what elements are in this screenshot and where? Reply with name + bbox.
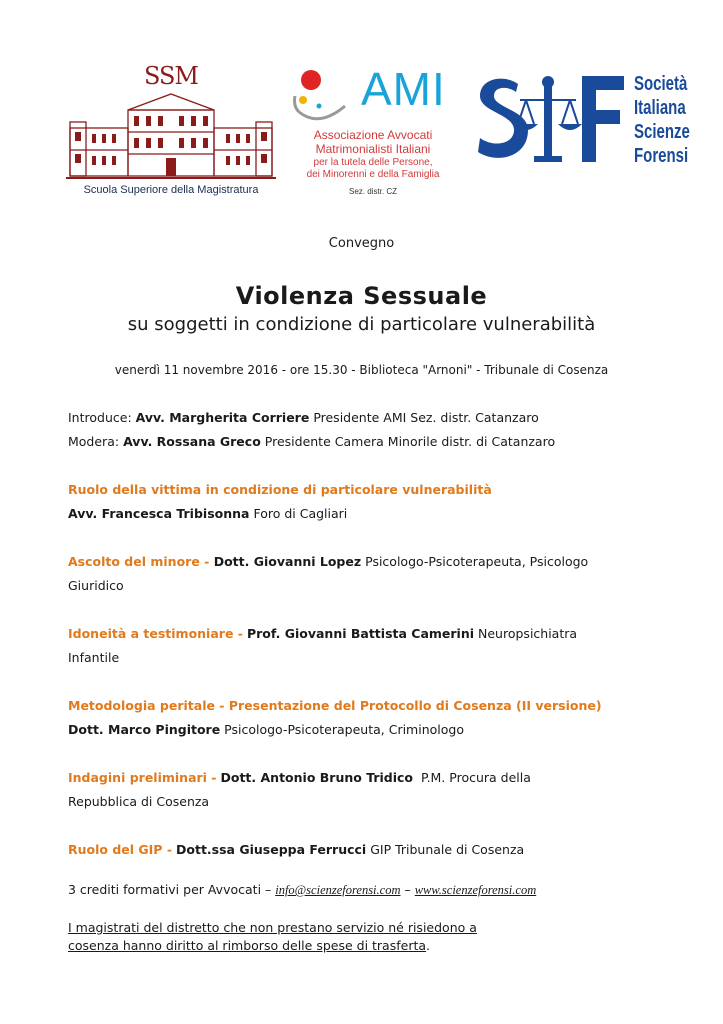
moderator-role: Presidente Camera Minorile distr. di Catanzaro — [264, 434, 556, 449]
ssm-logo-letters: SSM — [143, 62, 199, 90]
introducer-label: Introduce: — [68, 410, 132, 425]
talk-speaker: Dott. Giovanni Lopez — [213, 554, 362, 569]
ssm-logo-caption: Scuola Superiore della Magistratura — [83, 184, 259, 196]
talk-speaker-role-cont: Giuridico — [68, 578, 124, 593]
talk-separator: - — [199, 554, 214, 569]
talk-speaker-role: Neuropsichiatra — [478, 626, 578, 641]
talk-line — [68, 554, 588, 569]
ami-logo-line-2: Matrimonialisti Italiani — [315, 142, 431, 156]
talk-speaker-role: Psicologo-Psicoterapeuta, Psicologo — [365, 554, 589, 569]
moderator-label: Modera: — [68, 434, 120, 449]
ami-logo-line-4: dei Minorenni e della Famiglia — [306, 169, 440, 180]
talk-topic: Ruolo della vittima in condizione di particolare vulnerabilità — [68, 482, 492, 497]
talk-speaker-line — [68, 722, 464, 737]
sisf-scales-icon — [474, 66, 634, 176]
logo-bar — [0, 60, 723, 210]
sisf-logo-line-4: Forensi — [634, 145, 689, 167]
sisf-logo-line-3: Scienze — [634, 121, 690, 143]
ami-logo-line-1: Associazione Avvocati — [313, 128, 433, 142]
talk-speaker-line — [68, 506, 347, 521]
ami-logo-section: Sez. distr. CZ — [348, 187, 397, 196]
talk-topic: Indagini preliminari - — [68, 770, 217, 785]
credits-dash: – — [400, 882, 415, 897]
talk-speaker: Dott.ssa Giuseppa Ferrucci — [176, 842, 367, 857]
talk-topic: Ruolo del GIP - — [68, 842, 173, 857]
ami-logo — [283, 60, 463, 210]
talk-topic: Metodologia peritale - Presentazione del Protocollo di Cosenza (II versione) — [68, 698, 602, 713]
talk-line — [68, 770, 531, 785]
moderator-name: Avv. Rossana Greco — [123, 434, 261, 449]
page-subtitle: su soggetti in condizione di particolare vulnerabilità — [127, 314, 596, 335]
ssm-building-icon — [66, 92, 276, 182]
talk-line — [68, 842, 524, 857]
website-link[interactable]: www.scienzeforensi.com — [414, 883, 537, 897]
talk-speaker: Prof. Giovanni Battista Camerini — [246, 626, 475, 641]
talk-topic: Ascolto del minore — [68, 554, 200, 569]
talk-line — [68, 626, 577, 641]
credits-text: 3 crediti formativi per Avvocati – — [68, 882, 276, 897]
event-kind: Convegno — [328, 236, 395, 251]
ami-logo-wordmark: AMI — [361, 63, 446, 115]
talk-topic: Idoneità a testimoniare - — [68, 626, 243, 641]
talk-speaker: Dott. Marco Pingitore — [68, 722, 221, 737]
talk-speaker-role-cont: Infantile — [68, 650, 120, 665]
sisf-logo-line-1: Società — [634, 73, 688, 95]
talk-speaker-role: Psicologo-Psicoterapeuta, Criminologo — [224, 722, 464, 737]
talk-speaker: Avv. Francesca Tribisonna — [68, 506, 250, 521]
talk-speaker-role: GIP Tribunale di Cosenza — [370, 842, 525, 857]
ami-logo-line-3: per la tutela delle Persone, — [313, 157, 433, 168]
talk-speaker-role-cont: Repubblica di Cosenza — [68, 794, 210, 809]
credits-line — [68, 882, 536, 898]
email-link[interactable]: info@scienzeforensi.com — [275, 883, 401, 897]
introducer-line — [68, 410, 539, 425]
sisf-logo-line-2: Italiana — [634, 97, 686, 119]
event-details: venerdì 11 novembre 2016 - ore 15.30 - Biblioteca "Arnoni" - Tribunale di Cosenza — [114, 363, 609, 377]
talk-speaker-role: Foro di Cagliari — [253, 506, 348, 521]
introducer-name: Avv. Margherita Corriere — [135, 410, 310, 425]
notice-line-1: I magistrati del distretto che non prestano servizio né risiedono a — [68, 920, 477, 935]
talk-speaker-role: P.M. Procura della — [417, 770, 531, 785]
notice-end: . — [426, 938, 430, 953]
notice-line-2: cosenza hanno diritto al rimborso delle spese di trasferta — [68, 938, 427, 953]
page-title: Violenza Sessuale — [235, 282, 488, 310]
talk-speaker: Dott. Antonio Bruno Tridico — [220, 770, 414, 785]
ssm-logo — [66, 62, 276, 202]
sisf-logo — [474, 66, 690, 186]
sisf-logo-text — [634, 72, 690, 168]
introducer-role: Presidente AMI Sez. distr. Catanzaro — [313, 410, 539, 425]
ami-figure-icon — [289, 66, 359, 126]
moderator-line — [68, 434, 555, 449]
notice-line-2-wrap — [68, 938, 430, 953]
